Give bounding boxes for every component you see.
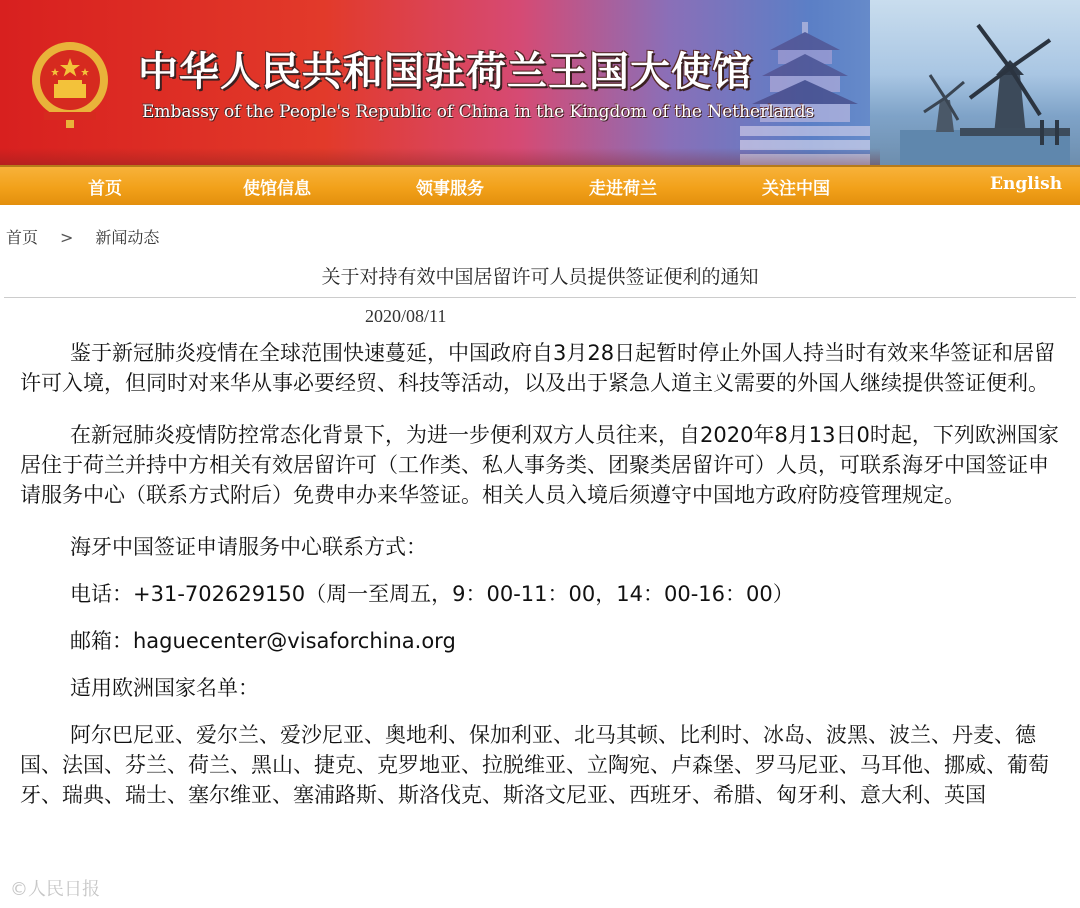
breadcrumb-home[interactable]: 首页 — [6, 228, 39, 247]
paragraph-countries: 阿尔巴尼亚、爱尔兰、爱沙尼亚、奥地利、保加利亚、北马其顿、比利时、冰岛、波黑、波兰、丹麦、德国、法国、芬兰、荷兰、黑山、捷克、克罗地亚、拉脱维亚、立陶宛、卢森堡、罗马尼亚、马耳他、挪威、葡萄牙、瑞典、瑞士、塞尔维亚、塞浦路斯、斯洛伐克、斯洛文尼亚、西班牙、希腊、匈牙利、意大利、英国 — [20, 723, 1049, 807]
nav-item-english[interactable]: English — [990, 174, 1063, 194]
paragraph-intro: 鉴于新冠肺炎疫情在全球范围快速蔓延，中国政府自3月28日起暂时停止外国人持当时有效来华签证和居留许可入境，但同时对来华从事必要经贸、科技等活动，以及出于紧急人道主义需要的外国人继续提供签证便利。 — [20, 341, 1056, 395]
embassy-title-cn: 中华人民共和国驻荷兰王国大使馆 — [138, 49, 753, 95]
embassy-title-en: Embassy of the People's Republic of China in the Kingdom of the Netherlands — [142, 102, 815, 122]
title-divider — [4, 297, 1076, 298]
temple-of-heaven-image — [740, 20, 870, 165]
paragraph-email: 邮箱：haguecenter@visaforchina.org — [70, 629, 456, 653]
article-title: 关于对持有效中国居留许可人员提供签证便利的通知 — [321, 266, 759, 288]
article-date: 2020/08/11 — [365, 306, 447, 326]
nav-item-embassy-info[interactable]: 使馆信息 — [243, 179, 311, 199]
paragraph-phone: 电话：+31-702629150（周一至周五，9：00-11：00，14：00-16：00） — [70, 582, 794, 606]
watermark: ©人民日报 — [10, 879, 100, 900]
nav-item-china[interactable]: 关注中国 — [762, 179, 830, 199]
banner-shade — [0, 148, 880, 165]
national-emblem-icon — [30, 36, 110, 130]
paragraph-countries-heading: 适用欧洲国家名单： — [70, 676, 259, 700]
breadcrumb-current[interactable]: 新闻动态 — [95, 228, 160, 247]
header-banner — [0, 0, 1080, 165]
nav-item-netherlands[interactable]: 走进荷兰 — [589, 179, 657, 199]
nav-item-consular[interactable]: 领事服务 — [416, 179, 484, 199]
nav-item-home[interactable]: 首页 — [88, 179, 122, 199]
paragraph-contact-heading: 海牙中国签证申请服务中心联系方式： — [70, 535, 427, 559]
article-body — [20, 338, 1065, 810]
main-nav — [0, 165, 1080, 205]
windmill-image — [900, 20, 1070, 165]
breadcrumb — [6, 225, 159, 248]
paragraph-policy: 在新冠肺炎疫情防控常态化背景下，为进一步便利双方人员往来，自2020年8月13日0时起，下列欧洲国家居住于荷兰并持中方相关有效居留许可（工作类、私人事务类、团聚类居留许可）人员，可联系海牙中国签证申请服务中心（联系方式附后）免费申办来华签证。相关人员入境后须遵守中国地方政府防疫管理规定。 — [20, 423, 1059, 507]
breadcrumb-separator: > — [60, 228, 74, 247]
